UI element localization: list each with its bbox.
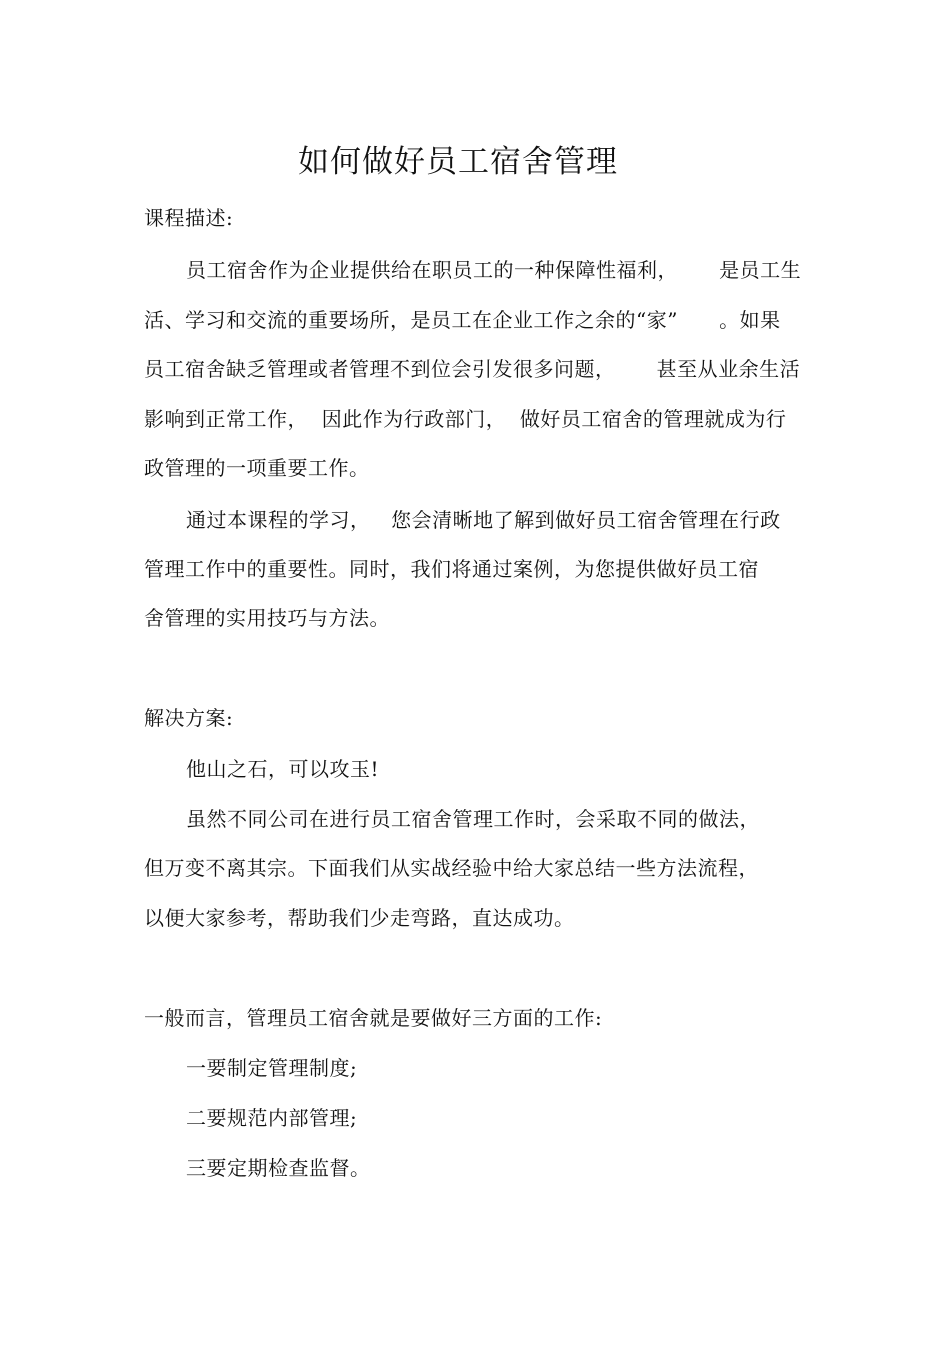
solution-p-line-3: 以便大家参考，帮助我们少走弯路，直达成功。: [144, 906, 575, 930]
summary-item-3: 三要定期检查监督。: [186, 1156, 371, 1180]
course-desc-p1-line-4: 影响到正常工作， 因此作为行政部门， 做好员工宿舍的管理就成为行: [144, 407, 787, 431]
summary-intro: 一般而言，管理员工宿舍就是要做好三方面的工作:: [144, 1006, 603, 1030]
course-desc-p2-line-2: 管理工作中的重要性。同时，我们将通过案例，为您提供做好员工宿: [144, 557, 759, 581]
document-title: 如何做好员工宿舍管理: [298, 144, 618, 180]
course-desc-p1-line-1: 员工宿舍作为企业提供给在职员工的一种保障性福利， 是员工生: [186, 258, 802, 282]
summary-item-1: 一要制定管理制度;: [186, 1056, 358, 1080]
solution-motto: 他山之石，可以攻玉!: [186, 757, 380, 781]
summary-item-2: 二要规范内部管理;: [186, 1106, 358, 1130]
course-desc-p1-line-2: 活、学习和交流的重要场所，是员工在企业工作之余的“家” 。如果: [144, 308, 781, 332]
course-desc-p2-line-3: 舍管理的实用技巧与方法。: [144, 606, 390, 630]
solution-p-line-2: 但万变不离其宗。下面我们从实战经验中给大家总结一些方法流程，: [144, 856, 759, 880]
solution-heading: 解决方案:: [144, 706, 234, 730]
course-desc-p1-line-5: 政管理的一项重要工作。: [144, 456, 370, 480]
solution-p-line-1: 虽然不同公司在进行员工宿舍管理工作时，会采取不同的做法，: [186, 807, 760, 831]
course-desc-p1-line-3: 员工宿舍缺乏管理或者管理不到位会引发很多问题， 甚至从业余生活: [144, 357, 801, 381]
course-desc-p2-line-1: 通过本课程的学习， 您会清晰地了解到做好员工宿舍管理在行政: [186, 508, 781, 532]
course-description-heading: 课程描述:: [144, 206, 234, 230]
